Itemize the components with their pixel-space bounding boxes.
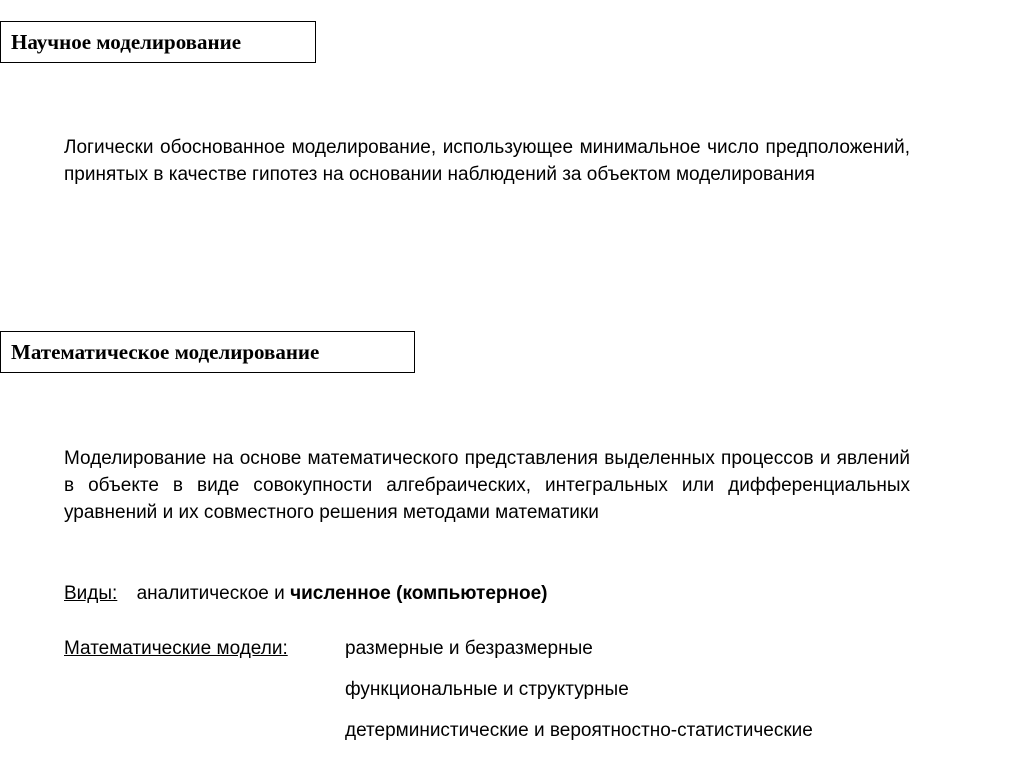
scientific-modeling-description: Логически обоснованное моделирование, использующее минимальное число предположений, принятых в качестве гипотез на основании наблюдений за объектом моделирования [64, 137, 910, 185]
type-numeric: численное (компьютерное) [290, 583, 548, 604]
modeling-types-label: Виды: [64, 583, 118, 604]
scientific-modeling-title-text: Научное моделирование [11, 29, 242, 54]
mathematical-modeling-title-text: Математическое моделирование [11, 339, 320, 364]
mathematical-modeling-title [0, 331, 415, 373]
math-models-label: Математические модели: [64, 638, 288, 659]
math-model-item: детерминистические и вероятностно-статистические [345, 720, 813, 741]
modeling-types-row [64, 582, 548, 606]
math-model-item: функциональные и структурные [345, 679, 629, 700]
scientific-modeling-title [0, 21, 316, 63]
type-conjunction: и [274, 583, 285, 604]
type-analytic: аналитическое [136, 583, 269, 604]
math-model-item: размерные и безразмерные [345, 638, 593, 659]
mathematical-modeling-description: Моделирование на основе математического представления выделенных процессов и явлений в объекте в виде совокупности алгебраических, интегральных или дифференциальных уравнений и их совместного решения методами математики [64, 448, 910, 523]
